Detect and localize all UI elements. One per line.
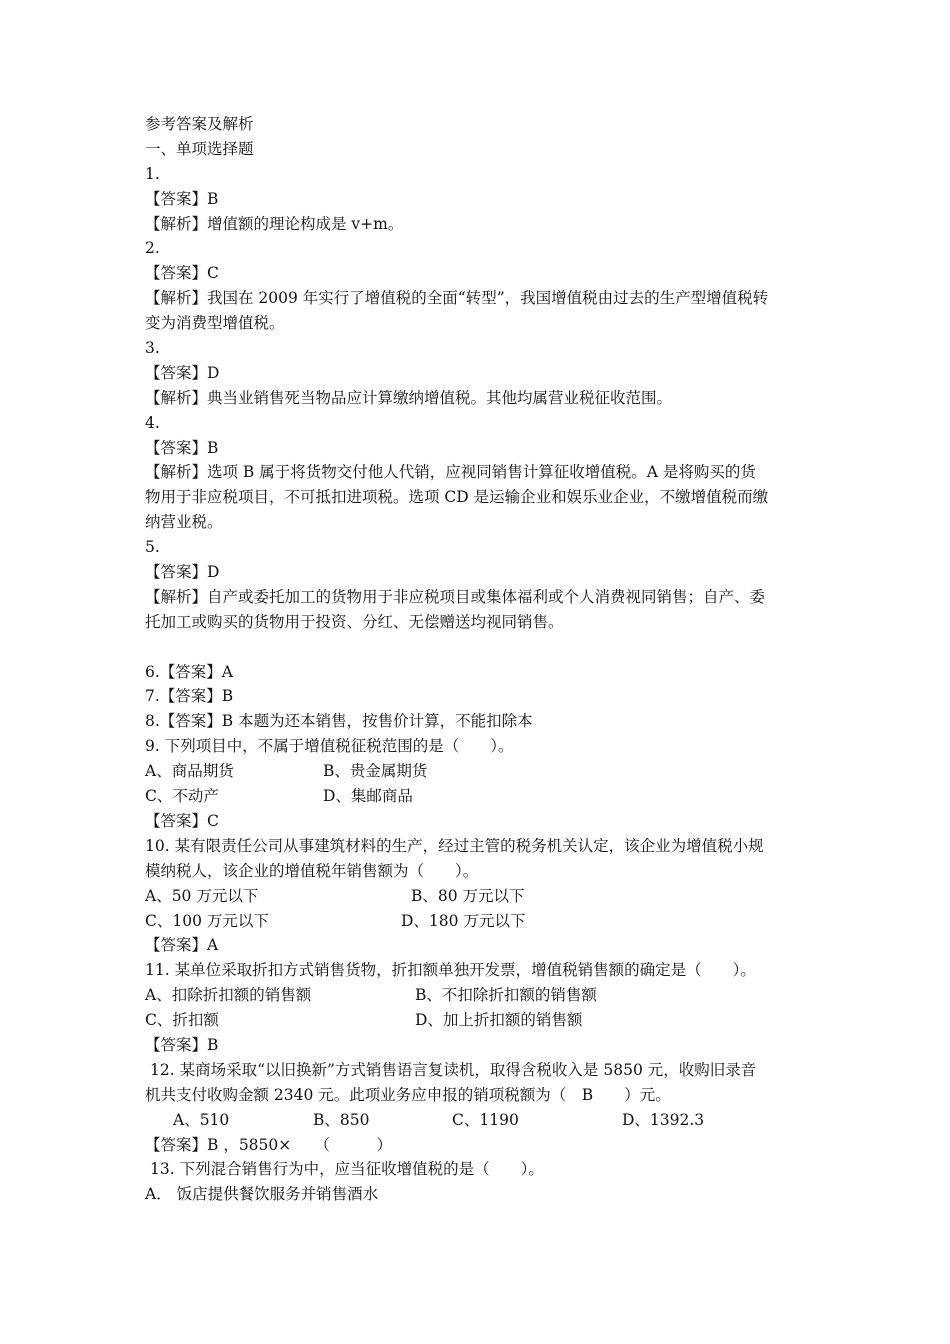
- short-answer-8: 8.【答案】B 本题为还本销售，按售价计算，不能扣除本: [145, 712, 533, 731]
- option-d: D、180 万元以下: [401, 911, 526, 930]
- options-row: [145, 983, 815, 1008]
- analysis-line: 纳营业税。: [145, 513, 223, 532]
- answer-line: 【答案】B: [145, 189, 219, 208]
- question-11: [145, 958, 815, 1058]
- question-12: [145, 1058, 815, 1158]
- option-d: D、1392.3: [622, 1110, 705, 1129]
- question-9: [145, 734, 815, 834]
- options-row: [145, 884, 815, 909]
- options-row: [145, 784, 815, 809]
- answer-item-3: [145, 336, 815, 411]
- section-heading: 一、单项选择题: [145, 139, 254, 158]
- option-a: A． 饭店提供餐饮服务并销售酒水: [145, 1185, 379, 1204]
- question-13: [145, 1157, 815, 1207]
- answer-item-4: [145, 411, 815, 535]
- option-c: C、折扣额: [145, 1011, 219, 1030]
- answer-item-2: [145, 236, 815, 336]
- answer-line: 【答案】B ，5850× （ ）: [145, 1135, 393, 1154]
- analysis-line: 【解析】自产或委托加工的货物用于非应税项目或集体福利或个人消费视同销售；自产、委: [145, 587, 766, 606]
- question-text: 机共支付收购金额 2340 元。此项业务应申报的销项税额为（ B ）元。: [145, 1085, 671, 1104]
- analysis-line: 托加工或购买的货物用于投资、分红、无偿赠送均视同销售。: [145, 612, 564, 631]
- analysis-line: 【解析】我国在 2009 年实行了增值税的全面“转型”，我国增值税由过去的生产型增值税转: [145, 289, 769, 308]
- item-number: 4.: [145, 413, 160, 432]
- options-row: [145, 759, 815, 784]
- analysis-line: 物用于非应税项目，不可抵扣进项税。选项 CD 是运输企业和娱乐业企业，不缴增值税而缴: [145, 488, 769, 507]
- option-b: B、850: [313, 1110, 370, 1129]
- question-text: 9. 下列项目中，不属于增值税征税范围的是（ ）。: [145, 737, 514, 756]
- analysis-line: 【解析】增值额的理论构成是 v+m。: [145, 214, 404, 233]
- analysis-line: 【解析】典当业销售死当物品应计算缴纳增值税。其他均属营业税征收范围。: [145, 388, 673, 407]
- option-a: A、商品期货: [145, 762, 234, 781]
- options-row: [145, 909, 815, 934]
- answer-line: 【答案】A: [145, 936, 219, 955]
- options-row: [145, 1008, 815, 1033]
- item-number: 5.: [145, 538, 160, 557]
- answer-item-1: [145, 162, 815, 237]
- question-text: 模纳税人，该企业的增值税年销售额为（ ）。: [145, 861, 479, 880]
- option-b: B、贵金属期货: [323, 762, 428, 781]
- answer-item-5: [145, 535, 815, 635]
- option-a: A、510: [173, 1110, 230, 1129]
- short-answer-7: 7.【答案】B: [145, 687, 234, 706]
- document-page: [145, 112, 815, 1207]
- question-text: 11. 某单位采取折扣方式销售货物，折扣额单独开发票，增值税销售额的确定是（ ）。: [145, 961, 756, 980]
- option-a: A、50 万元以下: [145, 886, 259, 905]
- option-c: C、100 万元以下: [145, 911, 269, 930]
- question-text: 13. 下列混合销售行为中，应当征收增值税的是（ ）。: [150, 1160, 544, 1179]
- answer-line: 【答案】B: [145, 1035, 219, 1054]
- question-text: 12. 某商场采取“以旧换新”方式销售语言复读机，取得含税收入是 5850 元，收购旧录音: [150, 1060, 757, 1079]
- option-c: C、不动产: [145, 787, 219, 806]
- item-number: 3.: [145, 339, 160, 358]
- options-row: [145, 1108, 815, 1133]
- question-10: [145, 834, 815, 958]
- option-d: D、加上折扣额的销售额: [415, 1011, 583, 1030]
- option-a: A、扣除折扣额的销售额: [145, 986, 312, 1005]
- question-text: 10. 某有限责任公司从事建筑材料的生产，经过主管的税务机关认定，该企业为增值税小规: [145, 836, 764, 855]
- option-b: B、不扣除折扣额的销售额: [415, 986, 597, 1005]
- answer-line: 【答案】C: [145, 811, 219, 830]
- item-number: 2.: [145, 239, 160, 258]
- item-number: 1.: [145, 164, 160, 183]
- blank-line: [145, 635, 815, 660]
- analysis-line: 变为消费型增值税。: [145, 314, 285, 333]
- option-c: C、1190: [452, 1110, 519, 1129]
- answer-line: 【答案】D: [145, 363, 220, 382]
- answer-line: 【答案】C: [145, 264, 219, 283]
- doc-title: 参考答案及解析: [145, 115, 254, 133]
- short-answer-6: 6.【答案】A: [145, 662, 233, 681]
- option-b: B、80 万元以下: [411, 886, 525, 905]
- option-d: D、集邮商品: [323, 787, 413, 806]
- answer-line: 【答案】B: [145, 438, 219, 457]
- answer-line: 【答案】D: [145, 563, 220, 582]
- analysis-line: 【解析】选项 B 属于将货物交付他人代销，应视同销售计算征收增值税。A 是将购买的货: [145, 463, 756, 482]
